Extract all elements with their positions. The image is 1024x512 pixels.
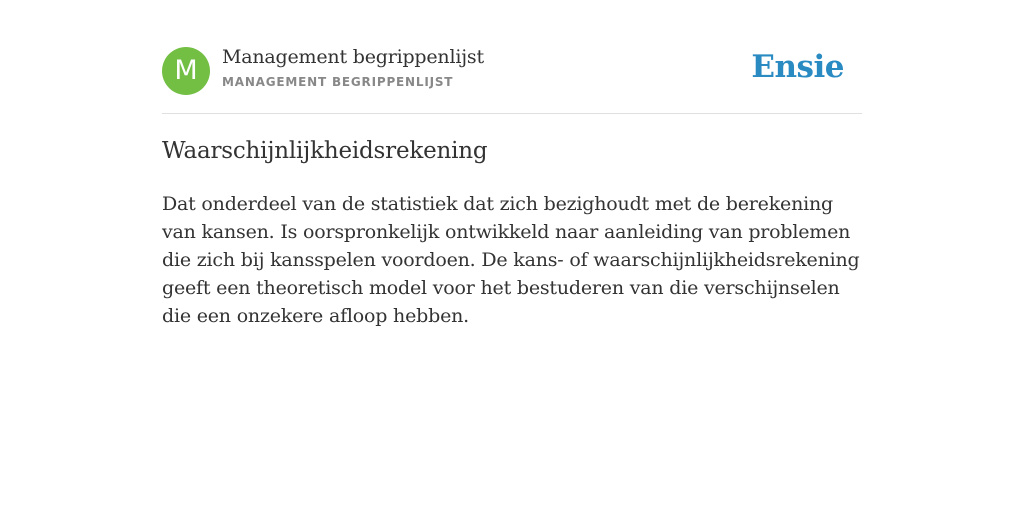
source-avatar[interactable]: M [162,47,210,95]
term-definition: Dat onderdeel van de statistiek dat zich bezighoudt met de berekening van kansen. Is oorspronkelijk ontwikkeld naar aanleiding van problemen die zich bij kansspelen voordoen. De kans- of waarschijnlijkheidsrekening geeft een theoretisch model voor het bestuderen van die verschijnselen die een onzekere afloop hebben. [162,193,860,327]
source-subtitle: MANAGEMENT BEGRIPPENLIJST [222,75,454,89]
page [162,0,862,327]
ensie-logo[interactable]: Ensie [751,49,844,85]
term-title: Waarschijnlijkheidsrekening [162,138,488,164]
header [162,0,862,114]
source-title[interactable]: Management begrippenlijst [222,46,484,68]
